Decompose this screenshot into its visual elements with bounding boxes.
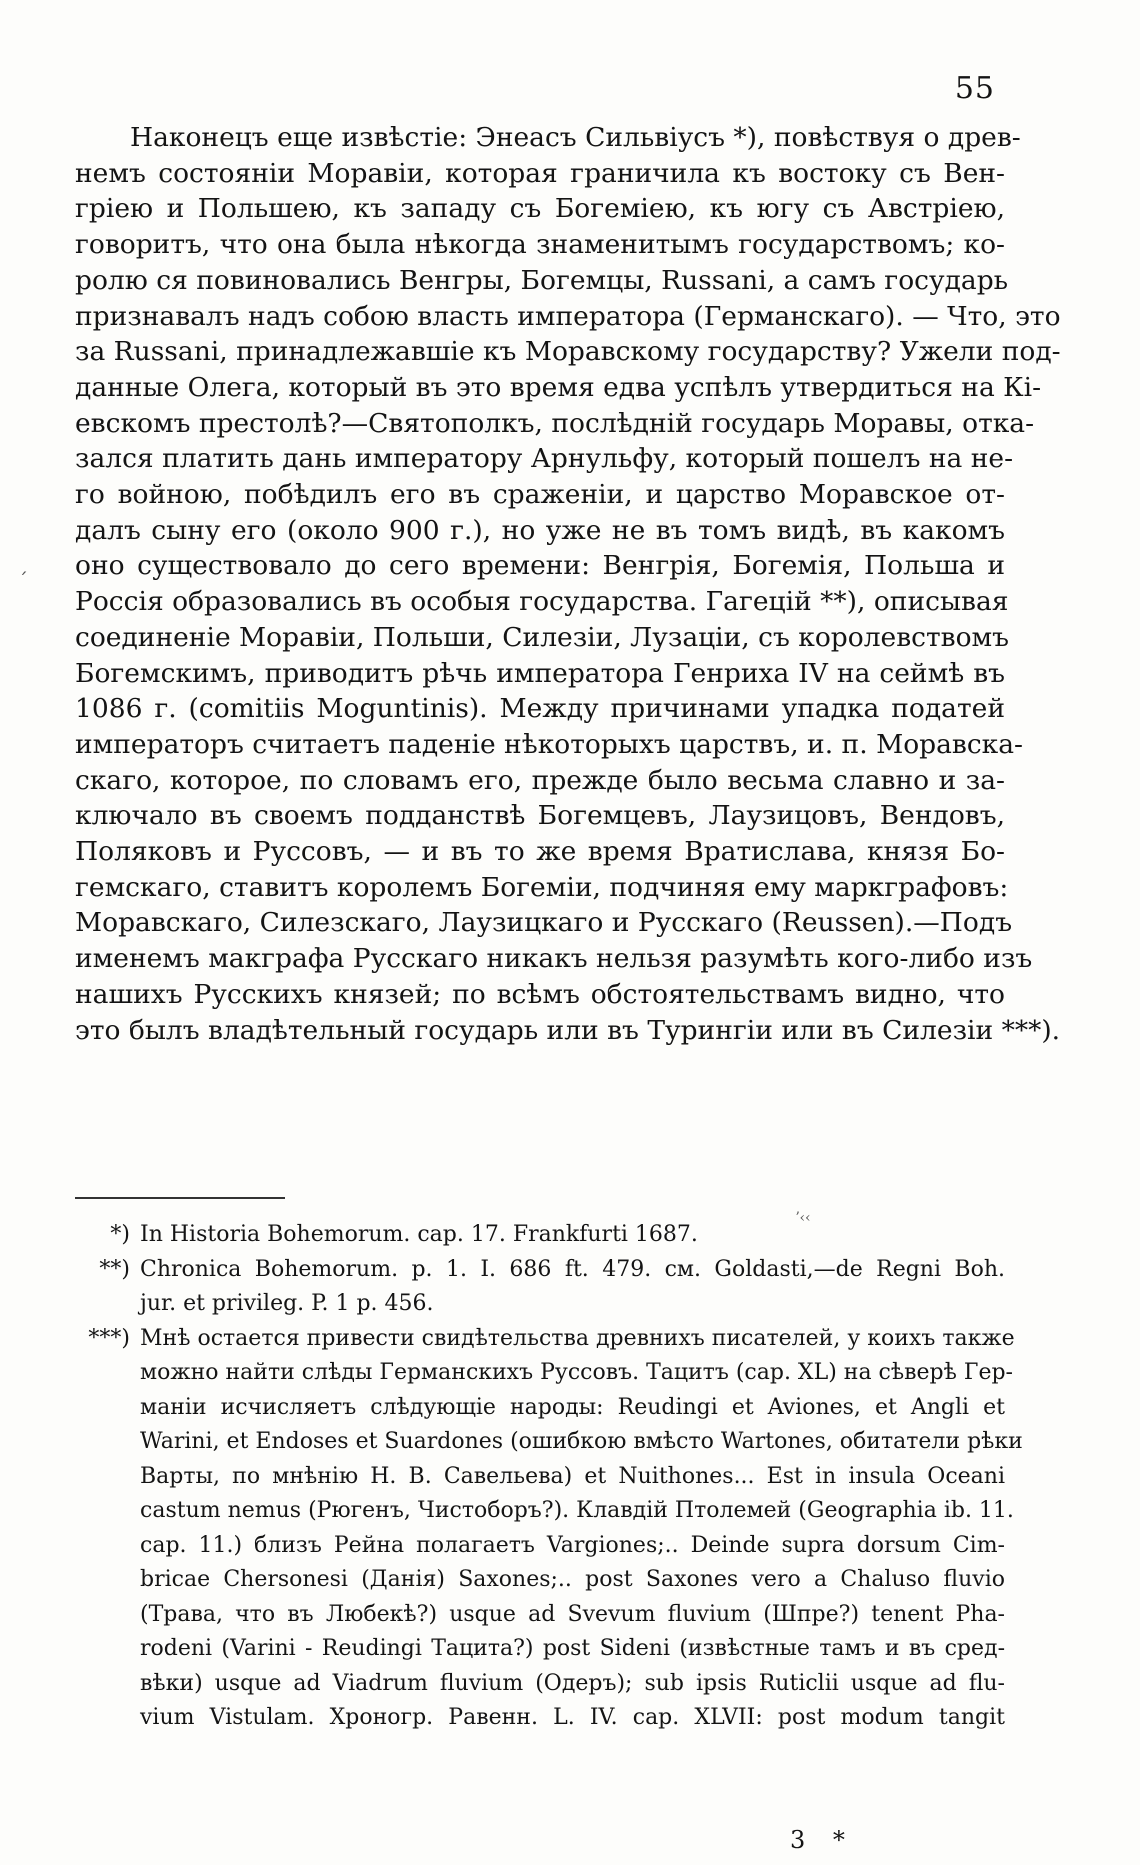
text-line: ролю ся повиновались Венгры, Богемцы, Russani, а самъ государь — [75, 264, 1009, 296]
text-line: Россія образовались въ особыя государства. Гагецій **), описывая — [75, 586, 1009, 618]
footnote-1 — [75, 1218, 1005, 1253]
footnote-marker: *) — [110, 1222, 130, 1247]
text-line: евскомъ престолѣ?—Святополкъ, послѣдній государь Моравы, отка- — [75, 407, 1035, 439]
footnote-line: маніи исчисляетъ слѣдующіе народы: Reudingi et Aviones, et Angli et — [140, 1394, 1005, 1420]
text-line: го войною, побѣдилъ его въ сраженіи, и царство Моравское от- — [75, 479, 1005, 511]
margin-mark: ˊ — [18, 568, 28, 592]
text-line: это былъ владѣтельный государь или въ Турингіи или въ Силезіи ***). — [75, 1014, 1061, 1046]
footnote-divider — [75, 1197, 285, 1199]
footnote-marker: **) — [99, 1256, 130, 1282]
text-line: гемскаго, ставитъ королемъ Богеміи, подчиняя ему маркграфовъ: — [75, 871, 1009, 903]
text-line: далъ сыну его (около 900 г.), но уже не въ томъ видѣ, въ какомъ — [75, 514, 1005, 546]
text-line: императоръ считаетъ паденіе нѣкоторыхъ царствъ, и. п. Моравска- — [75, 728, 1023, 760]
text-line: Моравскаго, Силезскаго, Лаузицкаго и Русскаго (Reussen).—Подъ — [75, 907, 1013, 939]
text-line: соединеніе Моравіи, Польши, Силезіи, Лузаціи, съ королевствомъ — [75, 621, 1009, 653]
footnote-line: Варты, по мнѣнію Н. В. Савельева) et Nuithones... Est in insula Oceani — [140, 1463, 1005, 1489]
footnote-line: Мнѣ остается привести свидѣтельства древнихъ писателей, у коихъ также — [140, 1325, 1015, 1351]
footnote-line: castum nemus (Рюгенъ, Чистоборъ?). Клавдій Птолемей (Geographia ib. 11. — [140, 1498, 1014, 1523]
ink-mark: ʼ‹‹ — [795, 1210, 811, 1226]
text-line: Богемскимъ, приводитъ рѣчь императора Генриха IV на сеймѣ въ — [75, 657, 1005, 689]
printer-signature-mark: 3 * — [790, 1826, 855, 1854]
text-line: гріею и Польшею, къ западу съ Богеміею, къ югу съ Австріею, — [75, 193, 1005, 225]
footnote-body — [140, 1253, 1005, 1322]
footnote-body — [140, 1218, 1005, 1253]
paragraph — [75, 120, 1061, 1048]
text-line: говоритъ, что она была нѣкогда знаменитымъ государствомъ; ко- — [75, 229, 1005, 261]
text-line: нашихъ Русскихъ князей; по всѣмъ обстоятельствамъ видно, что — [75, 978, 1005, 1010]
text-line: зался платить дань императору Арнульфу, который пошелъ на не- — [75, 443, 1014, 475]
footnote-line: Warini, et Endoses et Suardones (ошибкою вмѣсто Wartones, обитатели рѣки — [140, 1429, 1023, 1454]
text-line: данные Олега, который въ это время едва успѣлъ утвердиться на Кі- — [75, 371, 1042, 403]
footnote-line: rodeni (Varini - Reudingi Тацита?) post Sideni (извѣстные тамъ и въ сред- — [140, 1636, 1005, 1661]
footnote-line: можно найти слѣды Германскихъ Руссовъ. Тацитъ (cap. XL) на сѣверѣ Гер- — [140, 1360, 1013, 1385]
text-line: немъ состояніи Моравіи, которая граничила къ востоку съ Вен- — [75, 157, 1005, 189]
text-line: именемъ макграфа Русскаго никакъ нельзя разумѣть кого-либо изъ — [75, 943, 1033, 975]
text-line: ключало въ своемъ подданствѣ Богемцевъ, Лаузицовъ, Вендовъ, — [75, 800, 1005, 832]
text-line: признавалъ надъ собою власть императора (Германскаго). — Что, это — [75, 300, 1061, 332]
body-paragraph — [75, 120, 1061, 1048]
text-line: за Russani, принадлежавшіе къ Моравскому государству? Ужели под- — [75, 336, 1061, 368]
footnote-body — [140, 1322, 1023, 1736]
footnote-line: vium Vistulam. Хроногр. Равенн. L. IV. cap. XLVII: post modum tangit — [140, 1705, 1005, 1730]
text-line: 1086 г. (comitiis Moguntinis). Между причинами упадка податей — [75, 693, 1005, 725]
footnote-line: (Трава, что въ Любекѣ?) usque ad Svevum fluvium (Шпре?) tenent Pha- — [140, 1601, 1005, 1627]
footnote-line: Chronica Bohemorum. p. 1. I. 686 ft. 479. см. Goldasti,—de Regni Boh. — [140, 1256, 1005, 1282]
page-number: 55 — [954, 71, 995, 106]
footnote-line: вѣки) usque ad Viadrum fluvium (Одеръ); sub ipsis Ruticlii usque ad flu- — [140, 1670, 1005, 1696]
footnote-line: bricae Chersonesi (Данія) Saxones;.. post Saxones vero a Chaluso fluvio — [140, 1567, 1005, 1592]
footnote-line: In Historia Bohemorum. cap. 17. Frankfurti 1687. — [140, 1222, 698, 1247]
text-line: Поляковъ и Руссовъ, — и въ то же время Вратислава, князя Бо- — [75, 836, 1005, 868]
footnote-3 — [75, 1322, 1023, 1736]
text-line: Наконецъ еще извѣстіе: Энеасъ Сильвіусъ *), повѣствуя о древ- — [130, 122, 1021, 153]
footnote-marker: ***) — [88, 1325, 130, 1351]
text-line: оно существовало до сего времени: Венгрія, Богемія, Польша и — [75, 550, 1005, 582]
footnote-line: cap. 11.) близъ Рейна полагаетъ Vargiones;.. Deinde supra dorsum Cim- — [140, 1532, 1005, 1558]
footnotes — [75, 1218, 1023, 1736]
footnote-line: jur. et privileg. P. 1 p. 456. — [140, 1291, 434, 1316]
text-line: скаго, которое, по словамъ его, прежде было весьма славно и за- — [75, 764, 1005, 796]
footnote-2 — [75, 1253, 1005, 1322]
